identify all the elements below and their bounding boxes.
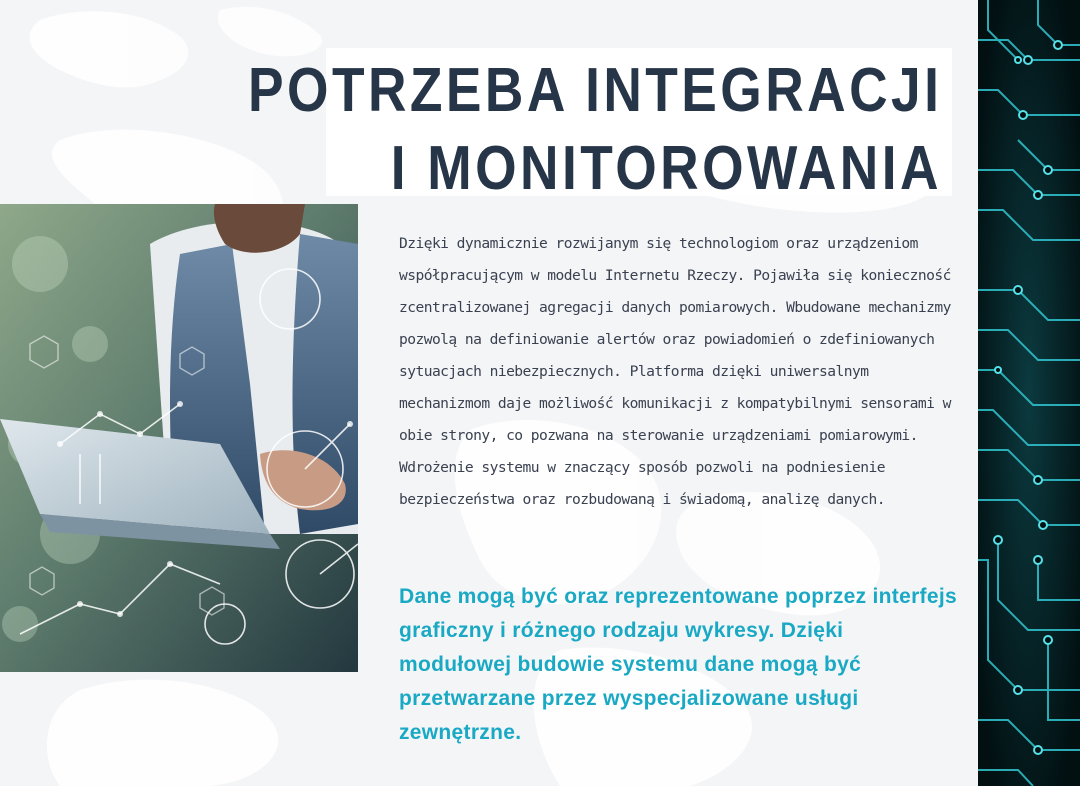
page-title-line-1: POTRZEBA INTEGRACJI xyxy=(247,56,942,125)
highlight-paragraph: Dane mogą być oraz reprezentowane poprzez interfejs graficzny i różnego rodzaju wykresy. Dzięki modułowej budowie systemu dane mogą być przetwarzane przez wyspecjalizowane usługi zewnętrzne. xyxy=(399,585,957,744)
circuit-board-image xyxy=(978,0,1080,786)
body-paragraph: Dzięki dynamicznie rozwijanym się technologiom oraz urządzeniom współpracującym w modelu Internetu Rzeczy. Pojawiła się konieczność zcentralizowanej agregacji danych pomiarowych. Wbudowane mechanizmy pozwolą na definiowanie alertów oraz powiadomień o zdefiniowanych sytuacjach niebezpiecznych. Platforma dzięki uniwersalnym mechanizmom daje możliwość komunikacji z kompatybilnymi sensorami w obie strony, co pozwana na sterowanie urządzeniami pomiarowymi. Wdrożenie systemu w znaczący sposób pozwoli na podniesienie bezpieczeństwa oraz rozbudowaną i świadomą, analizę danych. xyxy=(399,235,951,508)
hero-photo xyxy=(0,204,358,672)
page-title-line-2: I MONITOROWANIA xyxy=(390,134,942,203)
title-box xyxy=(247,48,952,203)
